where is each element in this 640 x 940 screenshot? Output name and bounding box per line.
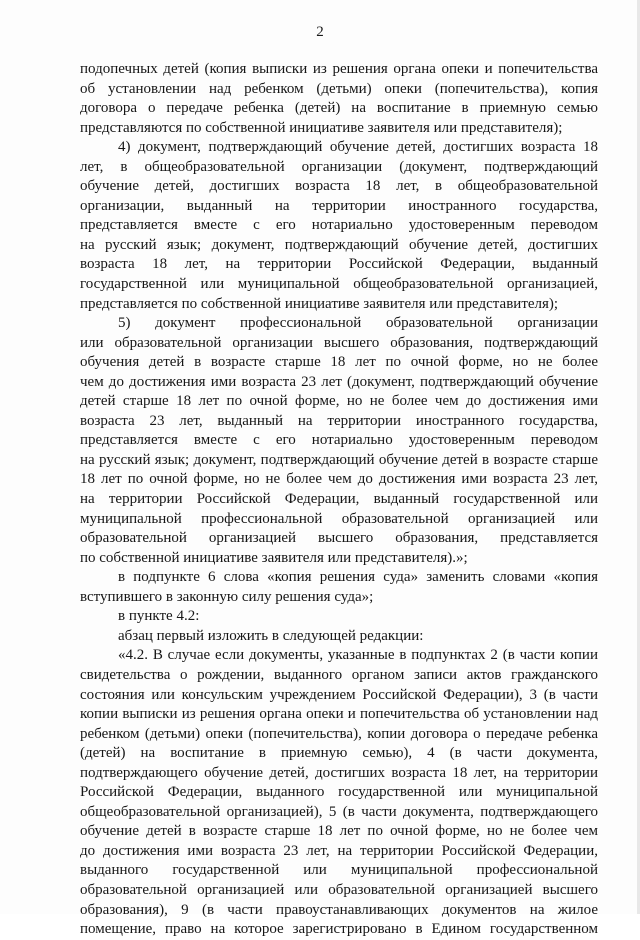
text-line: детей старше 18 лет по очной форме, но не более чем до достижения ими [80, 393, 598, 410]
text-line: образования), 9 (в части правоустанавливающих документов на жилое [80, 901, 598, 918]
text-line: (детей) на воспитание в приемную семью), 4 (в части документа, [80, 745, 598, 762]
text-line: лет, в общеобразовательной организации (документ, подтверждающий [80, 158, 598, 175]
text-line: состояния или консульским учреждением Российской Федерации), 3 (в части [80, 686, 598, 703]
text-line: ребенком (детьми) опеки (попечительства), копии договора о передаче ребенка [80, 725, 598, 742]
text-line: в пункте 4.2: [118, 608, 200, 625]
text-line: государственной или муниципальной общеобразовательной организацией, [80, 276, 598, 293]
text-line: подопечных детей (копия выписки из решения органа опеки и попечительства [80, 61, 598, 77]
text-line: чем до достижения ими возраста 23 лет (документ, подтверждающий обучение [80, 373, 598, 390]
text-line: 4) документ, подтверждающий обучение детей, достигших возраста 18 [118, 139, 598, 156]
text-line: муниципальной профессиональной образовательной организацией или [80, 510, 598, 527]
text-line: обучение детей в возрасте старше 18 лет по очной форме, но не более чем [80, 823, 598, 840]
text-line: подтверждающего обучение детей, достигших возраста 18 лет, на территории [80, 764, 598, 781]
text-line: обучение детей, достигших возраста 18 лет, в общеобразовательной [80, 178, 598, 195]
text-line: Российской Федерации, выданного государственной или муниципальной [80, 784, 598, 801]
text-line: представляются по собственной инициативе заявителя или представителя); [80, 119, 563, 136]
text-line: или образовательной организации высшего образования, подтверждающий [80, 334, 598, 351]
text-line: копии выписки из решения органа опеки и попечительства об установлении над [80, 706, 598, 723]
text-line: выданного государственной или муниципальной профессиональной [80, 862, 598, 879]
text-line: на территории Российской Федерации, выданный государственной или [80, 491, 598, 508]
text-line: до достижения ими возраста 23 лет, на территории Российской Федерации, [80, 842, 598, 859]
text-line: возраста 23 лет, выданный на территории иностранного государства, [80, 412, 598, 429]
text-line: вступившего в законную силу решения суда»; [80, 588, 374, 605]
text-line: возраста 18 лет, на территории Российской Федерации, выданный [80, 256, 598, 273]
text-line: по собственной инициативе заявителя или представителя).»; [80, 549, 468, 566]
text-line: свидетельства о рождении, выданного органом записи актов гражданского [80, 666, 598, 683]
text-line: на русский язык; документ, подтверждающий обучение детей, достигших [80, 236, 598, 253]
body-text [80, 60, 598, 940]
text-line: договора о передаче ребенка (детей) на воспитание в приемную семью [80, 100, 598, 117]
text-line: 18 лет по очной форме, но не более чем до достижения ими возраста 23 лет, [80, 471, 598, 488]
text-line: общеобразовательной организацией), 5 (в части документа, подтверждающего [80, 803, 598, 820]
page-number: 2 [316, 24, 324, 40]
text-line: обучения детей в возрасте старше 18 лет по очной форме, но не более [80, 354, 598, 371]
text-line: образовательной организацией высшего образования, представляется [80, 530, 598, 547]
text-line: абзац первый изложить в следующей редакции: [118, 627, 424, 644]
text-line: помещение, право на которое зарегистрировано в Едином государственном [80, 921, 598, 938]
text-line: 5) документ профессиональной образовательной организации [118, 315, 598, 332]
text-line: представляется вместе с его нотариально удостоверенным переводом [80, 217, 598, 234]
text-line: в подпункте 6 слова «копия решения суда» заменить словами «копия [118, 569, 598, 586]
text-line: на русский язык; документ, подтверждающий обучение детей в возрасте старше [80, 451, 598, 468]
text-line: об установлении над ребенком (детьми) опеки (попечительства), копия [80, 80, 598, 97]
text-line: образовательной организацией или образовательной организацией высшего [80, 881, 598, 898]
text-line: организации, выданный на территории иностранного государства, [80, 197, 598, 214]
text-line: представляется по собственной инициативе заявителя или представителя); [80, 295, 559, 312]
text-line: «4.2. В случае если документы, указанные в подпунктах 2 (в части копии [118, 647, 598, 664]
text-line: представляется вместе с его нотариально удостоверенным переводом [80, 432, 598, 449]
